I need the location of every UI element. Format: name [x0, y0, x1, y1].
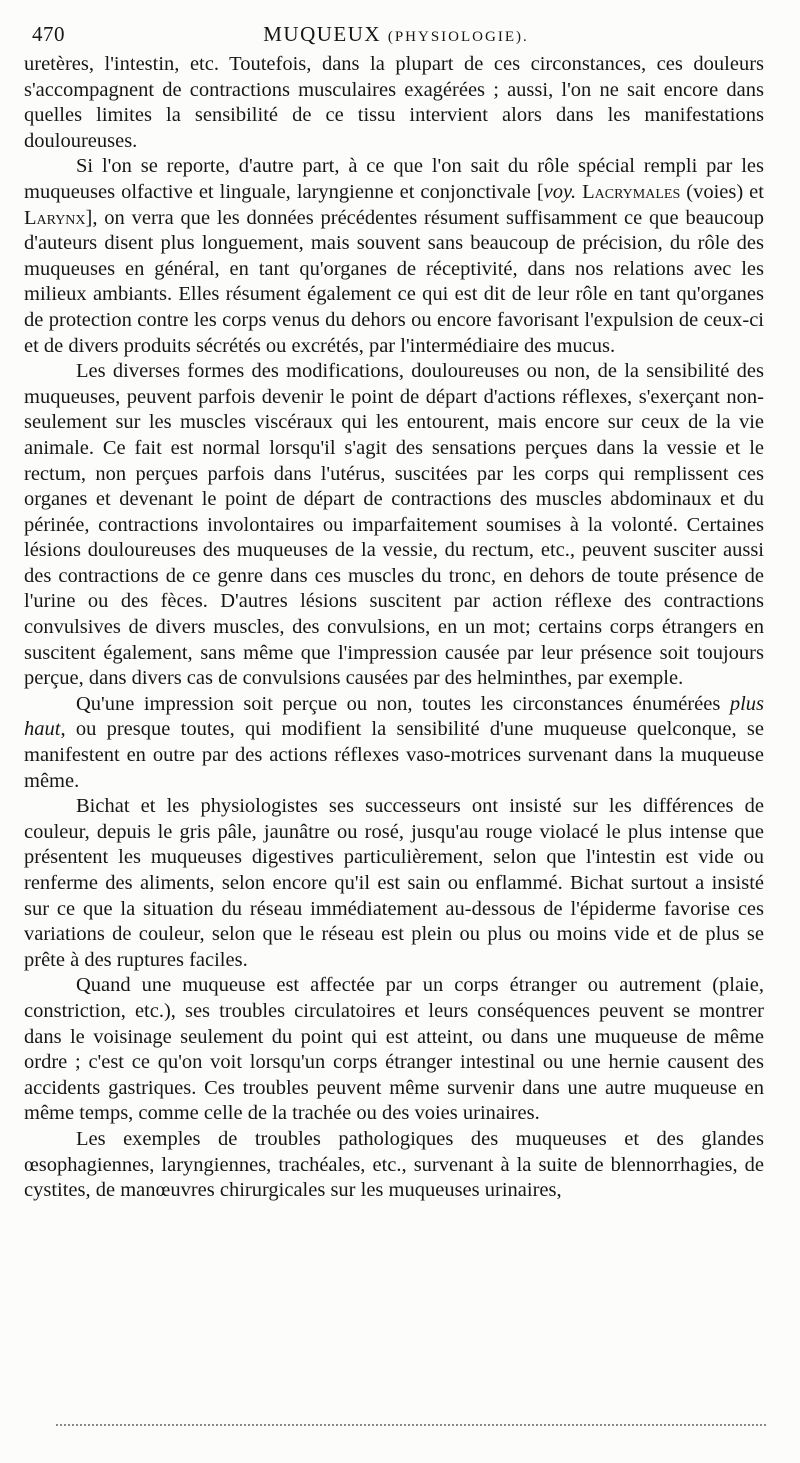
text-run: voy.	[543, 180, 577, 203]
footer-rule	[56, 1424, 766, 1426]
text-run: Les diverses formes des modifications, douloureuses ou non, de la sensibilité des muqueuses, peuvent parfois devenir le point de départ d'actions réflexes, s'exerçant non-seulement sur les muscles viscéraux qui les entourent, mais encore sur ceux de la vie animale. Ce fait est normal lorsqu'il s'agit des sensations perçues dans la vessie et le rectum, non perçues parfois dans l'utérus, suscitées par les corps qui remplissent ces organes et devenant le point de départ de contractions des muscles abdominaux et du périnée, contractions involontaires ou imparfaitement soumises à la volonté. Certaines lésions douloureuses des muqueuses de la vessie, du rectum, etc., peuvent susciter aussi des contractions de ce genre dans ces muscles du tronc, en dehors de toute présence de l'urine ou des fèces. D'autres lésions suscitent par action réflexe des contractions convulsives de divers muscles, des convulsions, en un mot; certains corps étrangers en suscitent également, sans même que l'impression causée par leur présence soit toujours perçue, dans divers cas de convulsions causées par des helminthes, par exemple.	[24, 360, 764, 690]
body-text	[24, 52, 764, 1204]
paragraph	[24, 794, 764, 973]
text-run: plus haut	[24, 692, 764, 741]
running-title-main: MUQUEUX	[263, 22, 382, 46]
text-run: Les exemples de troubles pathologiques des muqueuses et des glandes œsophagiennes, laryngiennes, trachéales, etc., survenant à la suite de blennorrhagies, de cystites, de manœuvres chirurgicales sur les muqueuses urinaires,	[24, 1127, 764, 1202]
paragraph	[24, 973, 764, 1127]
paragraph	[24, 692, 764, 794]
running-title-sub: (PHYSIOLOGIE).	[387, 29, 529, 45]
running-title	[28, 20, 764, 51]
text-run: Bichat et les physiologistes ses successeurs ont insisté sur les différences de couleur, depuis le gris pâle, jaunâtre ou rosé, jusqu'au rouge violacé le plus intense que présentent les muqueuses digestives particulièrement, selon que l'intestin est vide ou renferme des aliments, selon encore qu'il est sain ou enflammé. Bichat surtout a insisté sur ce que la situation du réseau immédiatement au-dessous de l'épiderme favorise ces variations de couleur, selon que le réseau est plein ou plus ou moins vide et de plus se prête à des ruptures faciles.	[24, 795, 764, 971]
page-header	[28, 20, 764, 48]
paragraph	[24, 52, 764, 154]
paragraph	[24, 1127, 764, 1204]
text-run: Qu'une impression soit perçue ou non, toutes les circonstances énumérées	[76, 692, 730, 715]
text-run: Si l'on se reporte, d'autre part, à ce que l'on sait du rôle spécial rempli par les muqueuses olfactive et linguale, laryngienne et conjonctivale [	[24, 155, 764, 203]
text-run: (voies) et	[680, 180, 764, 203]
text-run: Lacrymales	[576, 180, 681, 203]
text-run: Quand une muqueuse est affectée par un corps étranger ou autrement (plaie, constriction, etc.), ses troubles circulatoires et leurs conséquences peuvent se montrer dans le voisinage seulement du point qui est atteint, ou dans une muqueuse de même ordre ; c'est ce qu'on voit lorsqu'un corps étranger intestinal ou une hernie causent des accidents gastriques. Ces troubles peuvent même survenir dans une autre muqueuse en même temps, comme celle de la trachée ou des voies urinaires.	[24, 974, 764, 1125]
paragraph	[24, 154, 764, 359]
paragraph	[24, 359, 764, 692]
text-run: Larynx	[24, 206, 86, 229]
page-number: 470	[32, 22, 65, 46]
text-run: , ou presque toutes, qui modifient la sensibilité d'une muqueuse quelconque, se manifestent en outre par des actions réflexes vaso-motrices survenant dans la muqueuse même.	[24, 718, 764, 792]
text-run: ], on verra que les données précédentes résument suffisamment ce que beaucoup d'auteurs disent plus longuement, mais souvent sans beaucoup de précision, du rôle des muqueuses en général, en tant qu'organes de réceptivité, dans nos relations avec les milieux ambiants. Elles résument également ce qui est dit de leur rôle en tant qu'organes de protection contre les corps venus du dehors ou encore favorisant l'expulsion de ceux-ci et de divers produits sécrétés ou excrétés, par l'intermédiaire des mucus.	[24, 206, 764, 357]
text-run: uretères, l'intestin, etc. Toutefois, dans la plupart de ces circonstances, ces douleurs s'accompagnent de contractions musculaires exagérées ; aussi, l'on ne sait encore dans quelles limites la sensibilité de ce tissu intervient alors dans les manifestations douloureuses.	[24, 53, 764, 152]
